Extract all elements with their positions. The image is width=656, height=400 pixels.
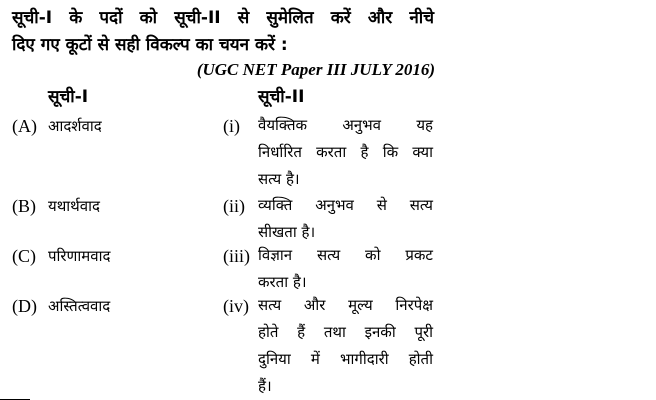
list-2-item-line: विज्ञान सत्य को प्रकट [258, 246, 433, 264]
list-2-item-text [258, 112, 433, 193]
list-2-item-line: सत्य है। [258, 170, 300, 188]
list-2-item-text [258, 192, 433, 246]
list-2-item-label: (i) [223, 116, 240, 136]
list-2-item-line: व्यक्ति अनुभव से सत्य [258, 196, 433, 214]
list-1-item-label: (A) [12, 116, 37, 136]
list-1-item-label: (B) [12, 196, 36, 216]
list-1-item-text: यथार्थवाद [48, 197, 100, 215]
question-text [12, 5, 434, 59]
question-line-1: सूची-I के पदों को सूची-II से सुमेलित करें और नीचे [12, 8, 434, 28]
list-2-heading: सूची-II [258, 87, 305, 107]
list-1-heading: सूची-I [48, 87, 89, 107]
list-2-item-label: (iii) [223, 246, 250, 266]
list-2-item-line: निर्धारित करता है कि क्या [258, 143, 433, 161]
list-2-item-line: सीखता है। [258, 223, 316, 241]
list-1-item-text: परिणामवाद [48, 247, 111, 265]
list-2-item-line: सत्य और मूल्य निरपेक्ष [258, 296, 433, 314]
list-2-item-label: (iv) [223, 296, 249, 316]
list-2-item-line: होते हैं तथा इनकी पूरी [258, 323, 433, 341]
list-2-item-line: वैयक्तिक अनुभव यह [258, 116, 433, 134]
exam-source: (UGC NET Paper III JULY 2016) [196, 60, 435, 79]
list-2-item-text [258, 292, 433, 400]
list-2-item-line: करता है। [258, 273, 307, 291]
list-2-item-line: दुनिया में भागीदारी होती [258, 350, 433, 368]
list-2-item-text [258, 242, 433, 296]
list-2-item-label: (ii) [223, 196, 245, 216]
list-1-item-label: (D) [12, 296, 37, 316]
list-2-item-line: हैं। [258, 377, 272, 395]
question-line-2: दिए गए कूटों से सही विकल्प का चयन करें : [12, 35, 288, 55]
list-1-item-text: आदर्शवाद [48, 117, 102, 135]
list-1-item-label: (C) [12, 246, 36, 266]
list-1-item-text: अस्तित्ववाद [48, 297, 111, 315]
